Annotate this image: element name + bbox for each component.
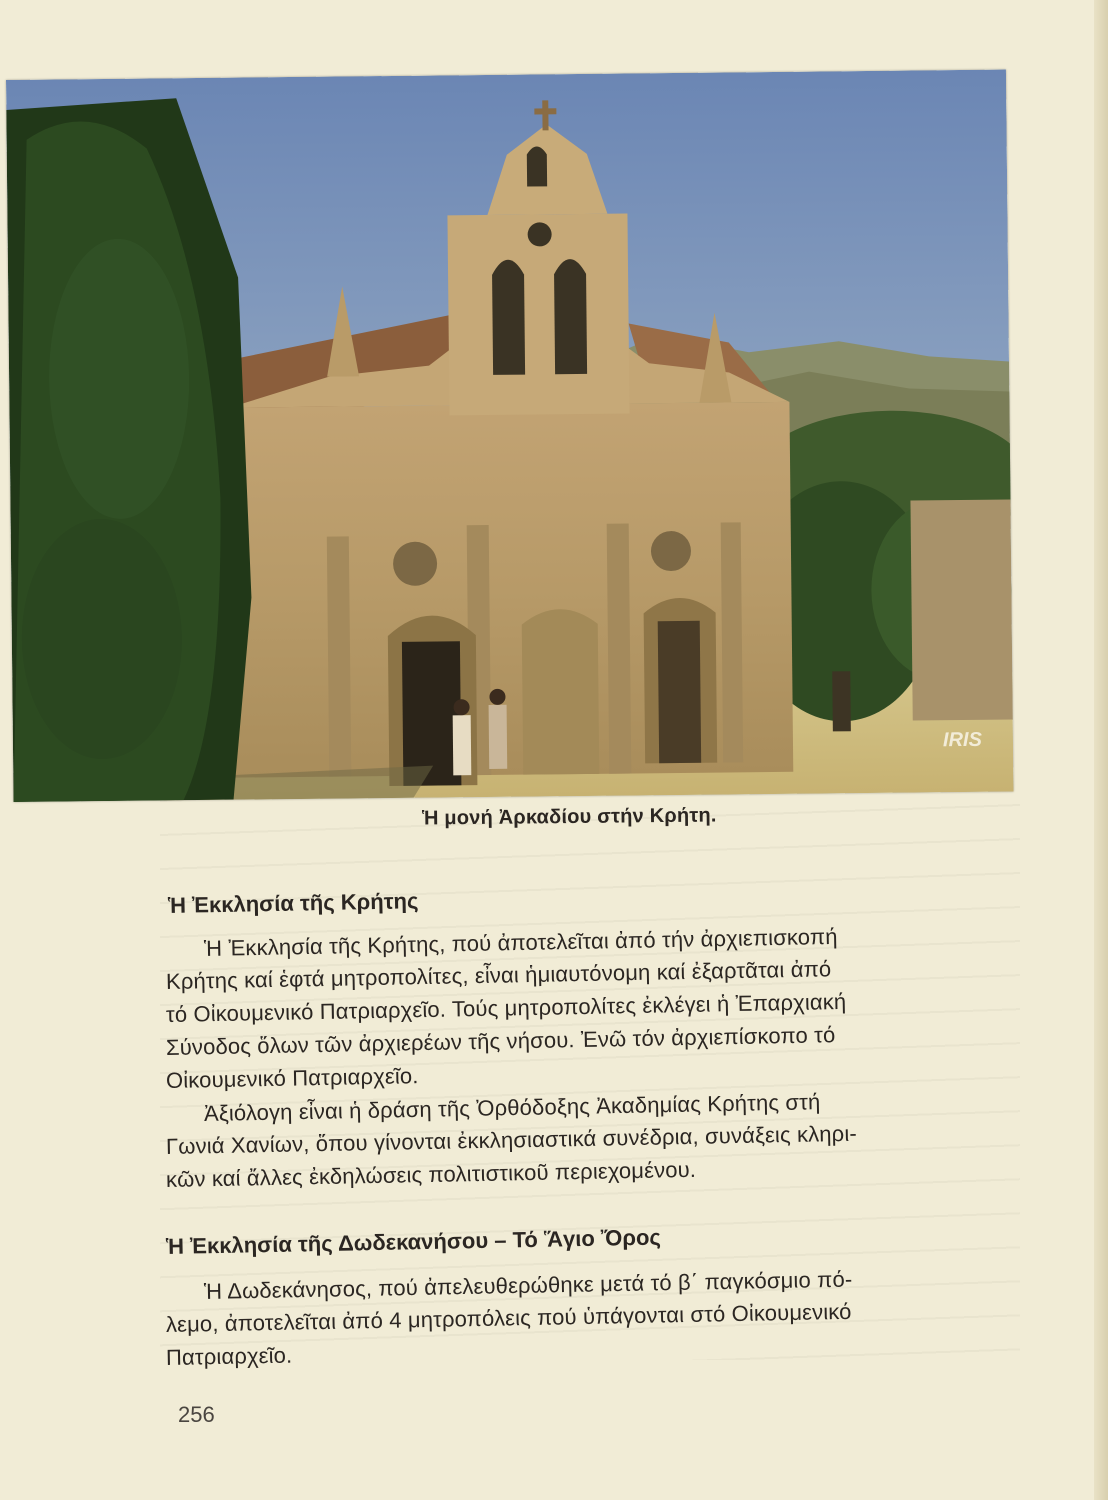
text-line: Οἰκουμενικό Πατριαρχεῖο. xyxy=(165,1063,419,1093)
section-heading-dodecanese: Ἡ Ἐκκλησία τῆς Δωδεκανήσου – Τό Ἅγιο Ὄρος xyxy=(165,1224,662,1259)
photo-watermark: IRIS xyxy=(942,728,982,752)
text-line: κῶν καί ἄλλες ἐκδηλώσεις πολιτιστικοῦ περιεχομένου. xyxy=(165,1156,697,1192)
text-line: Ἡ Δωδεκάνησος, πού ἀπελευθερώθηκε μετά τό β΄ παγκόσμιο πό- xyxy=(203,1266,853,1304)
page-number: 256 xyxy=(178,1402,215,1427)
text-line: τό Οἰκουμενικό Πατριαρχεῖο. Τούς μητροπολίτες ἐκλέγει ἡ Ἐπαρχιακή xyxy=(165,988,847,1027)
section-heading-crete: Ἡ Ἐκκλησία τῆς Κρήτης xyxy=(167,888,419,918)
text-line: λεμο, ἀποτελεῖται ἀπό 4 μητροπόλεις πού ὑπάγονται στό Οἰκουμενικό xyxy=(165,1298,852,1337)
text-line: Ἀξιόλογη εἶναι ἡ δράση τῆς Ὀρθόδοξης Ἀκαδημίας Κρήτης στή xyxy=(203,1089,821,1126)
text-line: Σύνοδος ὅλων τῶν ἀρχιερέων τῆς νήσου. Ἐνῶ τόν ἀρχιεπίσκοπο τό xyxy=(165,1022,836,1060)
photo-caption: Ἡ μονή Ἀρκαδίου στήν Κρήτη. xyxy=(421,804,717,830)
page-edge xyxy=(1094,0,1108,1500)
arkadi-monastery-photo xyxy=(6,70,1014,802)
text-line: Ἡ Ἐκκλησία τῆς Κρήτης, πού ἀποτελεῖται ἀπό τήν ἀρχιεπισκοπή xyxy=(203,923,838,961)
text-line: Κρήτης καί ἑφτά μητροπολίτες, εἶναι ἡμιαυτόνομη καί ἐξαρτᾶται ἀπό xyxy=(165,956,832,994)
text-line: Γωνιά Χανίων, ὅπου γίνονται ἐκκλησιαστικά συνέδρια, συνάξεις κληρι- xyxy=(165,1120,858,1159)
text-line: Πατριαρχεῖο. xyxy=(165,1342,293,1370)
